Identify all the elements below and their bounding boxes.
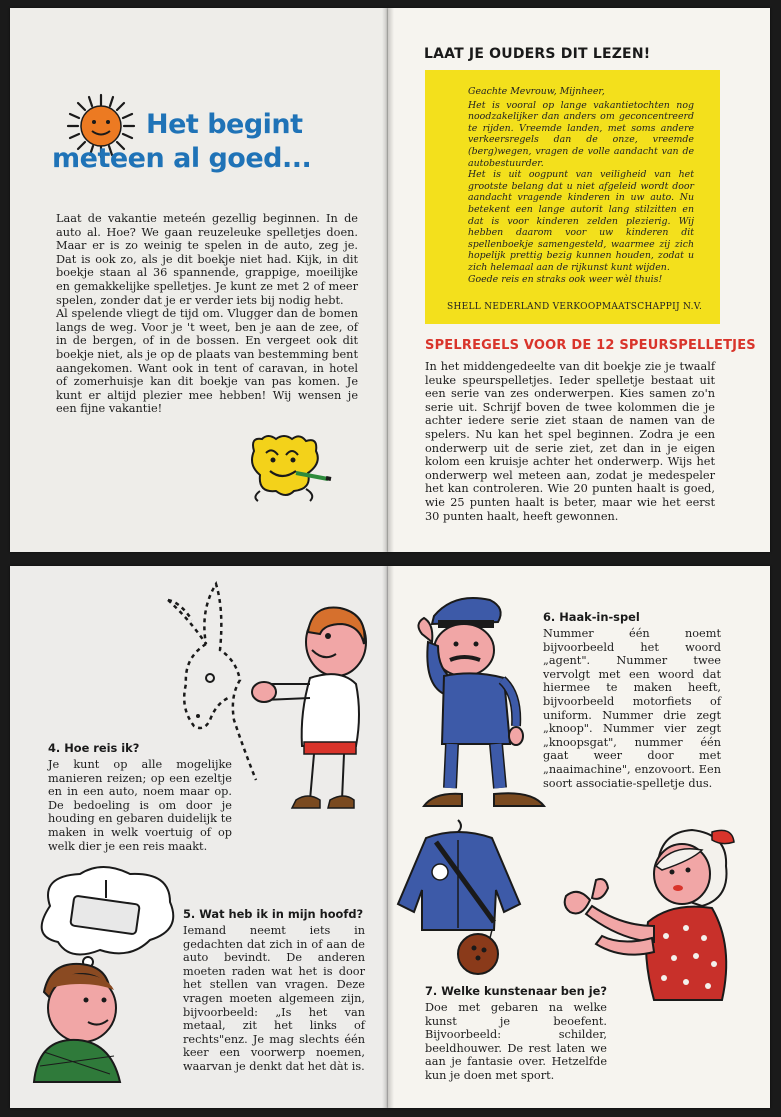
intro-paragraph-2: Al spelende vliegt de tijd om. Vlugger dan de bomen langs de weg. Voor je 't weet, ben je aan de zee, of in de bergen, of in de bossen. En vergeet ook dit boekje niet, als je op de plaats van bestemming bent aangekomen. Want ook in tent of caravan, in hotel of zomerhuisje kan dit boekje van pas komen. Je kunt er altijd plezier mee hebben! Wij wensen je een fijne vakantie! [56, 307, 358, 416]
title-line-2: meteen al goed... [52, 143, 312, 174]
game-7-text: Doe met gebaren na welke kunst je beoefent. Bijvoorbeeld: schilder, beeldhouwer. De rest laten we aan je fantasie over. Hetzelfde kun je doen met sport. [425, 1001, 607, 1082]
rules-heading: SPELREGELS VOOR DE 12 SPEURSPELLETJES [425, 338, 756, 353]
letter-greeting: Geachte Mevrouw, Mijnheer, [468, 86, 605, 97]
parents-heading: LAAT JE OUDERS DIT LEZEN! [424, 46, 651, 62]
letter-paragraph-2: Het is uit oogpunt van veiligheid van het grootste belang dat u niet afgeleid wordt door aandacht vragende kinderen in uw auto. Nu betekent een lange autorit lang stilzitten en dat is voor kinderen zelden plezierig. Wij hebben daarom voor uw kinderen dit spellenboekje samengesteld, waarmee zij zich hopelijk prettig bezig kunnen houden, zodat u zich helemaal aan de rijkunst kunt wijden. [468, 169, 694, 273]
letter-signature: SHELL NEDERLAND VERKOOPMAATSCHAPPIJ N.V. [447, 302, 703, 312]
game-6-text: Nummer één noemt bijvoorbeeld het woord „agent". Nummer twee vervolgt met een woord dat hiermee te maken heeft, bijvoorbeeld motorfiets of uniform. Nummer drie zegt „knoop". Nummer vier zegt „knoopsgat", nummer één gaat weer door met „naaimachine", enzovoort. Een soort associatie-spelletje dus. [543, 627, 721, 790]
jacket-and-ball-illustration [396, 820, 526, 980]
page-title [52, 108, 352, 176]
boy-pointing-illustration [250, 604, 370, 826]
title-line-1: Het begint [146, 109, 303, 140]
intro-text [56, 212, 358, 416]
thinking-boy-illustration [30, 866, 180, 1082]
policeman-illustration [414, 594, 554, 820]
parents-letter [468, 86, 694, 285]
mascot-illustration [246, 433, 332, 503]
game-5-title: 5. Wat heb ik in mijn hoofd? [183, 907, 364, 921]
letter-paragraph-1: Het is vooral op lange vakantietochten nog noodzakelijker dan anders om geconcentreerd te rijden. Vreemde landen, met soms andere verkeersregels dan de onze, vreemde (berg)wegen, vragen de volle aandacht van de autobestuurder. [468, 99, 694, 169]
game-4-text: Je kunt op alle mogelijke manieren reizen; op een ezeltje en in een auto, noem maar op. De bedoeling is om door je houding en gebaren duidelijk te maken in welk voertuig of op welk dier je een reis maakt. [48, 758, 232, 853]
rules-text: In het middengedeelte van dit boekje zie je twaalf leuke speurspelletjes. Ieder spelletje bestaat uit een serie van zes onderwerpen. Kies samen zo'n serie uit. Schrijf boven de twee kolommen die je achter iedere serie ziet staan de namen van de spelers. Nu kan het spel beginnen. Zodra je een onderwerp uit de serie ziet, zet dan in je eigen kolom een kruisje achter het onderwerp. Wijs het onderwerp wel meteen aan, zodat je medespeler het kan controleren. Wie 20 punten haalt is goed, wie 25 punten haalt is beter, maar wie het eerst 30 punten haalt, heeft gewonnen. [425, 360, 715, 523]
game-4-title: 4. Hoe reis ik? [48, 741, 140, 755]
game-5-text: Iemand neemt iets in gedachten dat zich in of aan de auto bevindt. De anderen moeten raden wat het is door het stellen van vragen. Deze vragen moeten algemeen zijn, bijvoorbeeld: „Is het van metaal, zit het links of rechts"enz. Je mag slechts één keer een voorwerp noemen, waarvan je denkt dat het dàt is. [183, 924, 365, 1073]
game-6-title: 6. Haak-in-spel [543, 610, 640, 624]
girl-illustration [562, 826, 740, 1006]
intro-paragraph-1: Laat de vakantie meteén gezellig beginnen. In de auto al. Hoe? We gaan reuzeleuke spelletjes doen. Maar er is zo weinig te spelen in de auto, zeg je. Dat is ook zo, als je dit boekje niet had. Kijk, in dit boekje staan al 36 spannende, grappige, moeilijke en gemakkelijke spelletjes. Je kunt ze met 2 of meer spelen, zonder dat je er verder iets bij nodig hebt. [56, 212, 358, 307]
parents-letter-box [425, 70, 720, 324]
letter-closing: Goede reis en straks ook weer wèl thuis! [468, 273, 663, 285]
game-7-title: 7. Welke kunstenaar ben je? [425, 984, 607, 998]
